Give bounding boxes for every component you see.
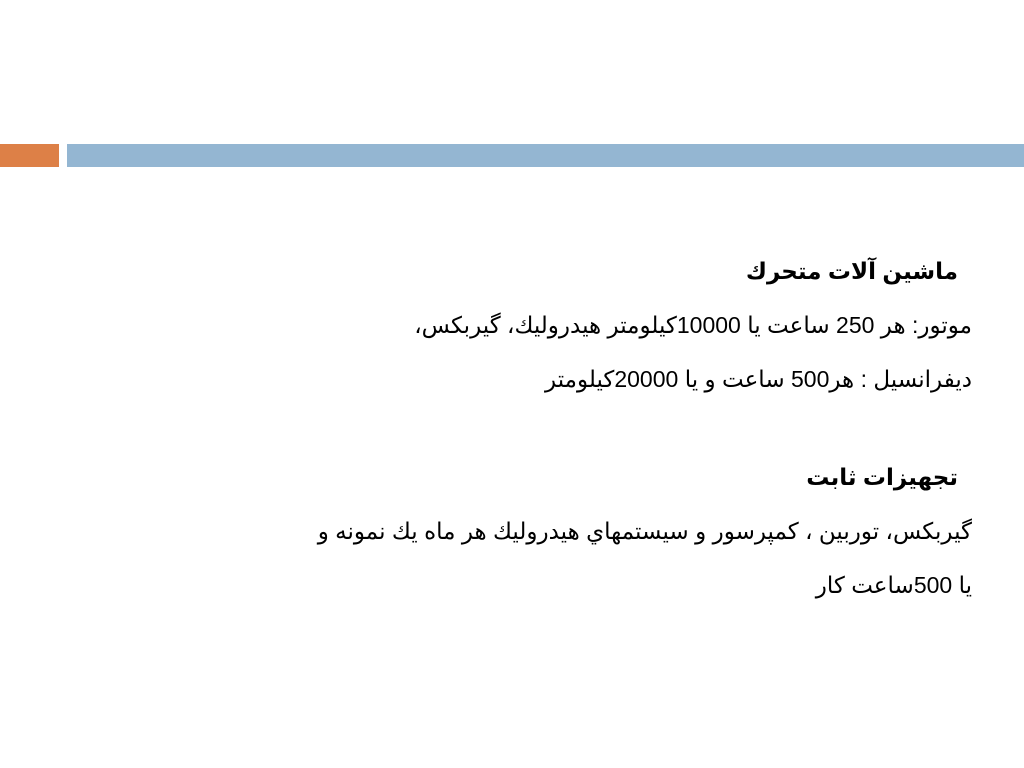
mobile-machinery-line-1: موتور: هر 250 ساعت يا 10000كيلومتر هيدروليك، گيربكس، xyxy=(414,312,972,338)
section-heading-fixed-equipment: تجهيزات ثابت xyxy=(806,464,958,490)
accent-bar-orange xyxy=(0,144,59,167)
section-spacer xyxy=(100,406,972,450)
fixed-equipment-line-1: گيربكس، توربين ، كمپرسور و سيستمهاي هيدروليك هر ماه يك نمونه و xyxy=(317,518,972,544)
mobile-machinery-line-2: ديفرانسيل : هر500 ساعت و يا 20000كيلومتر xyxy=(545,366,972,392)
fixed-equipment-line-2: يا 500ساعت كار xyxy=(815,572,972,598)
accent-bar-blue xyxy=(67,144,1024,167)
section-heading-mobile-machinery: ماشين آلات متحرك xyxy=(745,258,958,284)
slide-body xyxy=(100,244,972,612)
